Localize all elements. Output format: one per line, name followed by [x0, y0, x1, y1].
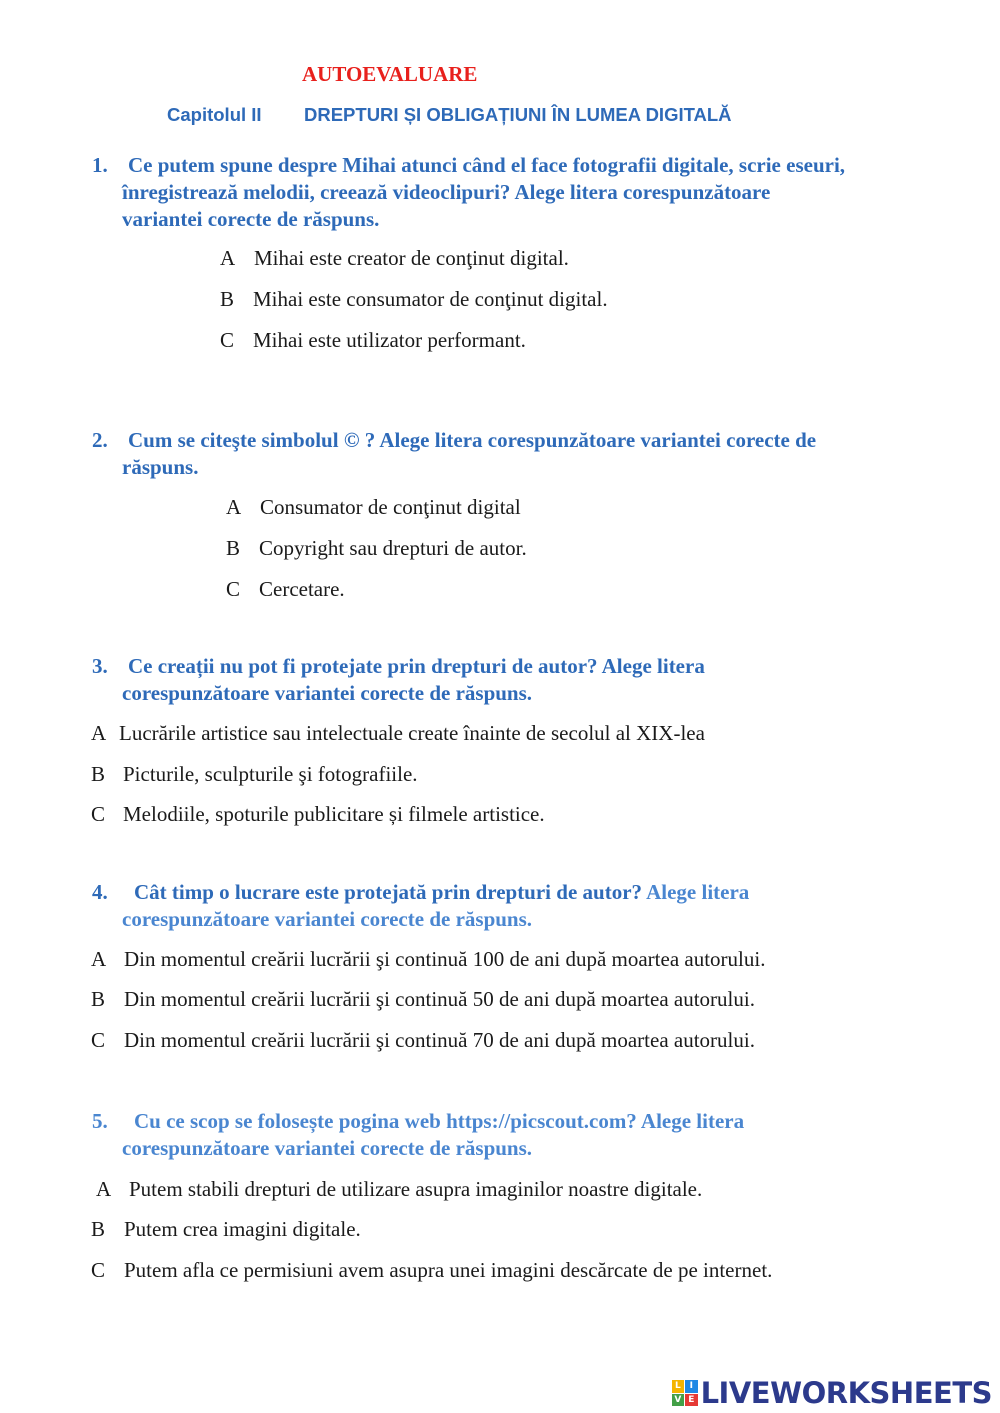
option-text: Din momentul creării lucrării şi continuă 70 de ani după moartea autorului.	[124, 1028, 755, 1052]
option-a[interactable]	[91, 721, 705, 746]
chapter-title: DREPTURI ȘI OBLIGAȚIUNI ÎN LUMEA DIGITALĂ	[304, 104, 732, 125]
option-text: Mihai este creator de conţinut digital.	[254, 246, 569, 270]
brand-name: LIVEWORKSHEETS	[700, 1376, 992, 1410]
option-a[interactable]	[226, 495, 521, 520]
option-letter: A	[226, 495, 242, 519]
option-b[interactable]	[91, 987, 755, 1012]
option-text: Mihai este utilizator performant.	[253, 328, 526, 352]
question-text: variantei corecte de răspuns.	[122, 207, 380, 231]
option-letter: B	[91, 987, 106, 1011]
option-letter: C	[91, 1258, 106, 1282]
logo-tile: L	[672, 1380, 685, 1393]
question-text: Alege litera	[642, 880, 750, 904]
question-text: corespunzătoare variantei corecte de răspuns.	[122, 907, 533, 931]
option-letter: A	[91, 721, 107, 745]
option-text: Picturile, sculpturile şi fotografiile.	[123, 762, 418, 786]
option-c[interactable]	[220, 328, 526, 353]
option-text: Putem afla ce permisiuni avem asupra unei imagini descărcate de pe internet.	[124, 1258, 773, 1282]
option-text: Mihai este consumator de conţinut digital.	[253, 287, 608, 311]
option-letter: A	[96, 1177, 112, 1201]
option-a[interactable]	[91, 947, 765, 972]
option-c[interactable]	[91, 1028, 755, 1053]
option-text: Melodiile, spoturile publicitare și filmele artistice.	[123, 802, 545, 826]
option-b[interactable]	[91, 1217, 361, 1242]
option-text: Din momentul creării lucrării şi continuă 100 de ani după moartea autorului.	[124, 947, 766, 971]
logo-tile: E	[685, 1394, 698, 1407]
liveworksheets-brand[interactable]	[672, 1376, 992, 1410]
question-number: 3.	[92, 654, 108, 678]
chapter-label: Capitolul II	[167, 104, 262, 125]
option-letter: C	[91, 1028, 106, 1052]
option-letter: A	[220, 246, 236, 270]
page-title: AUTOEVALUARE	[302, 62, 478, 86]
option-text: Putem stabili drepturi de utilizare asupra imaginilor noastre digitale.	[129, 1177, 703, 1201]
question-number: 4.	[92, 880, 108, 904]
question-text: Cât timp o lucrare este protejată prin drepturi de autor?	[134, 880, 643, 904]
option-letter: B	[91, 1217, 106, 1241]
option-a[interactable]	[96, 1177, 702, 1202]
question-text: Ce creații nu pot fi protejate prin drepturi de autor? Alege litera	[128, 654, 705, 678]
option-text: Lucrările artistice sau intelectuale create înainte de secolul al XIX-lea	[119, 721, 705, 745]
option-text: Consumator de conţinut digital	[260, 495, 521, 519]
question-text: corespunzătoare variantei corecte de răspuns.	[122, 1136, 533, 1160]
question-number: 5.	[92, 1109, 108, 1133]
option-letter: A	[91, 947, 107, 971]
option-text: Putem crea imagini digitale.	[124, 1217, 361, 1241]
option-letter: C	[226, 577, 241, 601]
question-text: Cu ce scop se folosește pogina web https://picscout.com? Alege litera	[134, 1109, 745, 1133]
option-b[interactable]	[226, 536, 527, 561]
question-text: corespunzătoare variantei corecte de răspuns.	[122, 681, 533, 705]
option-text: Din momentul creării lucrării şi continuă 50 de ani după moartea autorului.	[124, 987, 755, 1011]
option-letter: C	[220, 328, 235, 352]
option-c[interactable]	[91, 802, 545, 827]
question-text: Ce putem spune despre Mihai atunci când el face fotografii digitale, scrie eseuri,	[128, 153, 846, 177]
question-text: înregistrează melodii, creează videoclipuri? Alege litera corespunzătoare	[122, 180, 771, 204]
option-letter: B	[220, 287, 235, 311]
option-letter: B	[91, 762, 106, 786]
question-number: 1.	[92, 153, 108, 177]
option-b[interactable]	[91, 762, 418, 787]
option-c[interactable]	[226, 577, 345, 602]
question-text: răspuns.	[122, 455, 199, 479]
option-c[interactable]	[91, 1258, 772, 1283]
liveworksheets-logo-icon	[672, 1380, 698, 1406]
option-letter: B	[226, 536, 241, 560]
logo-tile: V	[672, 1394, 685, 1407]
option-text: Cercetare.	[259, 577, 345, 601]
option-letter: C	[91, 802, 106, 826]
question-number: 2.	[92, 428, 108, 452]
option-a[interactable]	[220, 246, 569, 271]
option-text: Copyright sau drepturi de autor.	[259, 536, 527, 560]
question-text: Cum se citeşte simbolul © ? Alege litera corespunzătoare variantei corecte de	[128, 428, 817, 452]
logo-tile: I	[685, 1380, 698, 1393]
option-b[interactable]	[220, 287, 608, 312]
